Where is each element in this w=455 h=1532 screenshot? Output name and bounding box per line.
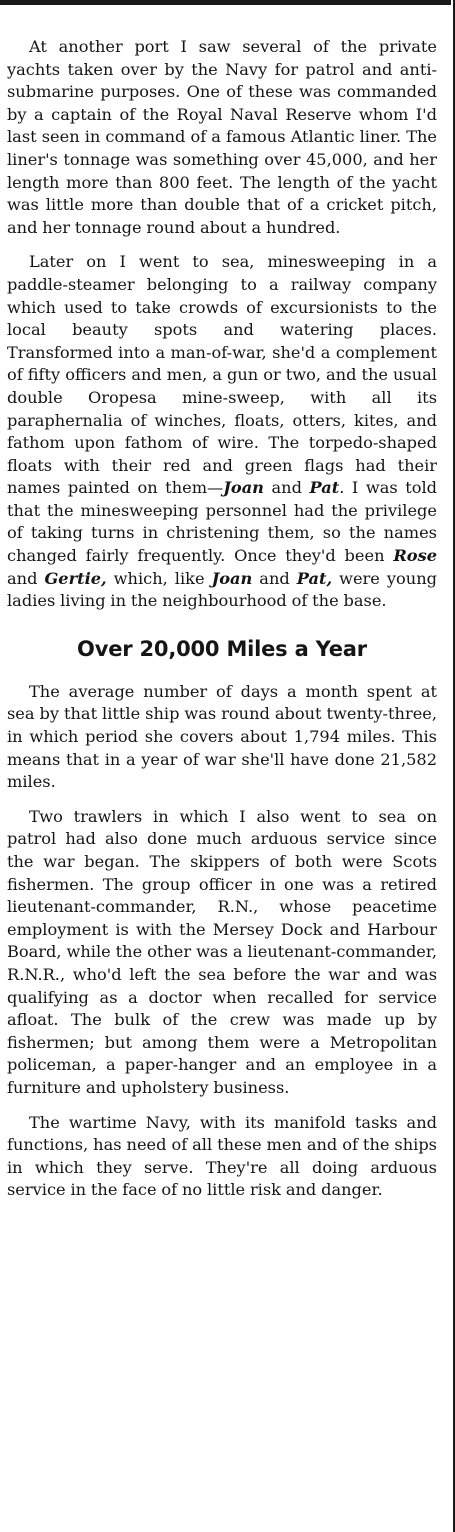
section-heading: Over 20,000 Miles a Year: [77, 636, 367, 661]
paragraph-wartime-navy: The wartime Navy, with its manifold tasks and functions, has need of all these men and of the ships in which they serve. They're all doing arduous service in the face of no little risk and danger.: [7, 1112, 437, 1200]
float-name-joan: Joan: [223, 478, 264, 498]
float-name-joan-2: Joan: [211, 568, 253, 588]
float-name-pat-2: Pat,: [296, 568, 333, 588]
paragraph-yachts: At another port I saw several of the private yachts taken over by the Navy for patrol and anti-submarine purposes. One of these was commanded by a captain of the Royal Naval Reserve whom I'd last seen in command of a famous Atlantic liner. The liner's tonnage was something over 45,000, and her length more than 800 feet. The length of the yacht was little more than double that of a cricket pitch, and her tonnage round about a hundred.: [7, 37, 437, 237]
text-run: Later on I went to sea, minesweeping in a paddle-steamer belonging to a railway company which used to take crowds of excursionists to the local beauty spots and watering places. Transformed into a man-of-war, she'd a complement of fifty officers and men, a gun or two, and the usual double Oropesa mine-sweep, with all its paraphernalia of winches, floats, otters, kites, and fathom upon fathom of wire. The torpedo-shaped floats with their red and green flags had their names painted on them—: [7, 252, 437, 498]
paragraph-minesweeping: [7, 251, 437, 613]
text-run: and: [252, 568, 297, 588]
float-name-pat: Pat: [309, 478, 340, 498]
float-name-rose: Rose: [393, 546, 437, 566]
float-name-gertie: Gertie,: [44, 568, 107, 588]
paragraph-days-at-sea: The average number of days a month spent at sea by that little ship was round about twenty-three, in which period she covers about 1,794 miles. This means that in a year of war she'll have done 21,582 miles.: [7, 681, 437, 792]
top-rule: [0, 0, 451, 5]
text-run: which, like: [106, 568, 212, 588]
paragraph-trawlers: Two trawlers in which I also went to sea on patrol had also done much arduous service since the war began. The skippers of both were Scots fishermen. The group officer in one was a retired lieutenant-commander, R.N., whose peacetime employment is with the Mersey Dock and Harbour Board, while the other was a lieutenant-commander, R.N.R., who'd left the sea before the war and was qualifying as a doctor when recalled for service afloat. The bulk of the crew was made up by fishermen; but among them were a Metropolitan policeman, a paper-hanger and an employee in a furniture and upholstery business.: [7, 806, 437, 1097]
article-column: [7, 36, 437, 1214]
text-run: were young ladies living in the neighbourhood of the base.: [7, 568, 437, 611]
text-run: and: [263, 478, 310, 498]
text-run: . I was told that the minesweeping personnel had the privilege of taking turns in christening them, so the names changed fairly frequently. Once they'd been: [7, 478, 437, 566]
text-run: and: [7, 568, 45, 588]
